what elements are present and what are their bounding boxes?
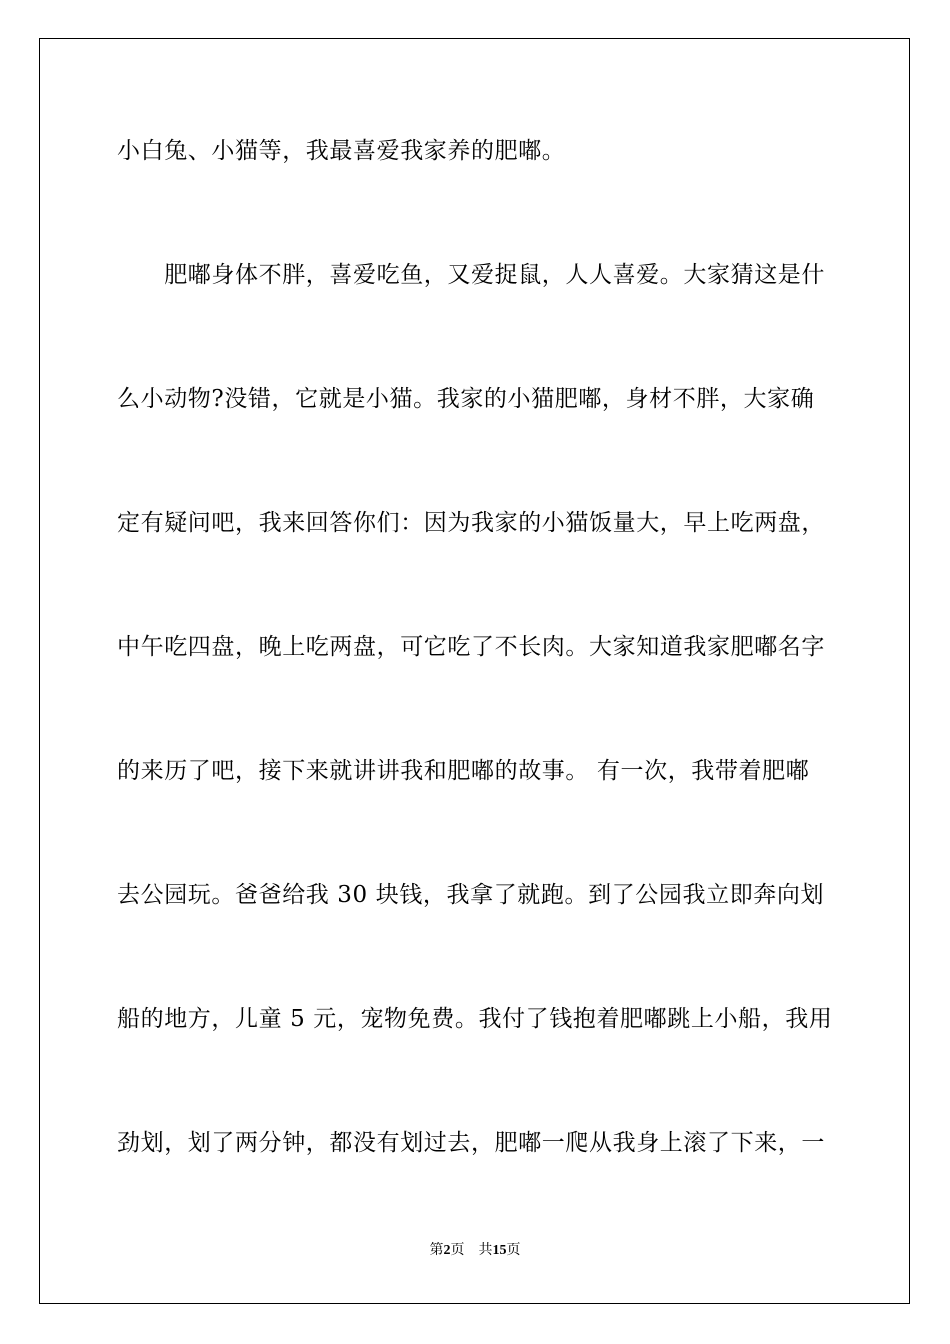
text-line: 的来历了吧，接下来就讲讲我和肥嘟的故事。 有一次，我带着肥嘟 bbox=[117, 758, 810, 784]
total-pages: 15 bbox=[492, 1243, 507, 1258]
page-suffix: 页 bbox=[450, 1242, 465, 1258]
page-prefix: 第 bbox=[429, 1242, 444, 1258]
text-line: 定有疑问吧，我来回答你们：因为我家的小猫饭量大，早上吃两盘， bbox=[117, 510, 825, 536]
text-line: 么小动物?没错，它就是小猫。我家的小猫肥嘟，身材不胖，大家确 bbox=[117, 386, 815, 412]
page-border bbox=[39, 38, 910, 1304]
text-line: 劲划，划了两分钟，都没有划过去，肥嘟一爬从我身上滚了下来，一 bbox=[117, 1130, 825, 1156]
text-line: 船的地方，儿童 5 元，宠物免费。我付了钱抱着肥嘟跳上小船，我用 bbox=[117, 1006, 833, 1032]
total-suffix: 页 bbox=[506, 1242, 521, 1258]
text-line: 中午吃四盘，晚上吃两盘，可它吃了不长肉。大家知道我家肥嘟名字 bbox=[117, 634, 825, 660]
text-line: 肥嘟身体不胖，喜爱吃鱼，又爱捉鼠，人人喜爱。大家猜这是什 bbox=[117, 262, 825, 288]
total-prefix: 共 bbox=[478, 1242, 493, 1258]
page-footer bbox=[0, 1240, 950, 1261]
page-number: 2 bbox=[443, 1243, 451, 1258]
text-line: 小白兔、小猫等，我最喜爱我家养的肥嘟。 bbox=[117, 138, 566, 164]
text-line: 去公园玩。爸爸给我 30 块钱，我拿了就跑。到了公园我立即奔向划 bbox=[117, 882, 825, 908]
